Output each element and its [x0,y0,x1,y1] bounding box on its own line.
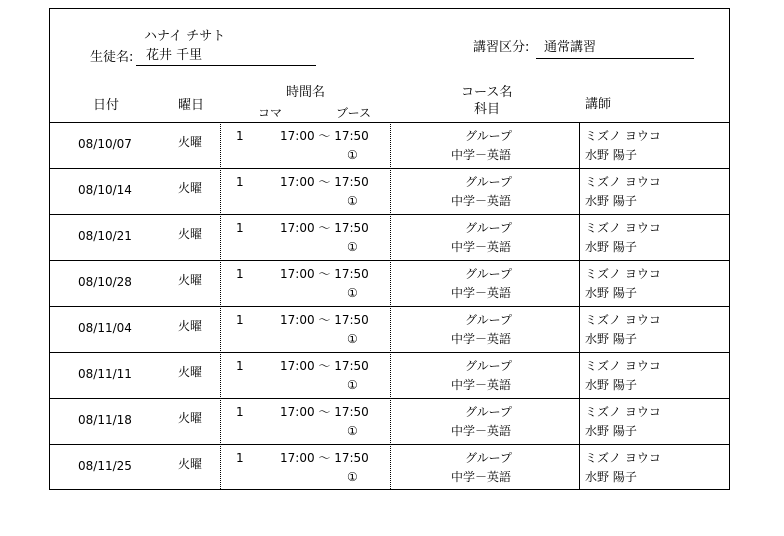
category-value: 通常講習 [544,40,597,55]
row-teacher-name: 水野 陽子 [585,286,637,300]
row-time: 17:00 ～ 17:50 [280,405,369,419]
table-row [50,168,729,214]
row-koma: 1 [236,175,244,189]
row-teacher-name: 水野 陽子 [585,470,637,484]
student-name-kana: ハナイ チサト [144,29,226,44]
row-course: グループ [465,405,513,419]
row-subject: 中学－英語 [451,424,512,438]
row-teacher-kana: ミズノ ヨウコ [585,267,661,281]
row-weekday: 火曜 [178,273,203,287]
row-time: 17:00 ～ 17:50 [280,267,369,281]
row-booth: ① [347,378,358,392]
table-row [50,352,729,398]
row-time: 17:00 ～ 17:50 [280,221,369,235]
table-row [50,214,729,260]
row-koma: 1 [236,405,244,419]
row-koma: 1 [236,359,244,373]
row-booth: ① [347,424,358,438]
row-booth: ① [347,470,358,484]
row-weekday: 火曜 [178,365,203,379]
row-koma: 1 [236,451,244,465]
row-date: 08/11/18 [78,413,132,427]
row-time: 17:00 ～ 17:50 [280,129,369,143]
row-subject: 中学－英語 [451,286,512,300]
header-date: 日付 [93,98,120,113]
row-teacher-kana: ミズノ ヨウコ [585,221,661,235]
row-weekday: 火曜 [178,411,203,425]
header-booth: ブース [336,106,372,120]
student-name-underline [136,65,316,66]
row-subject: 中学－英語 [451,194,512,208]
row-teacher-kana: ミズノ ヨウコ [585,129,661,143]
category-label: 講習区分: [473,40,530,55]
table-row [50,444,729,490]
row-teacher-name: 水野 陽子 [585,378,637,392]
row-weekday: 火曜 [178,181,203,195]
table-row [50,306,729,352]
row-course: グループ [465,359,513,373]
row-course: グループ [465,129,513,143]
row-weekday: 火曜 [178,227,203,241]
row-course: グループ [465,267,513,281]
row-time: 17:00 ～ 17:50 [280,313,369,327]
row-booth: ① [347,148,358,162]
table-row [50,122,729,168]
row-date: 08/10/07 [78,137,132,151]
row-teacher-kana: ミズノ ヨウコ [585,405,661,419]
row-time: 17:00 ～ 17:50 [280,175,369,189]
row-date: 08/10/14 [78,183,132,197]
row-teacher-name: 水野 陽子 [585,424,637,438]
header-time-name: 時間名 [286,85,326,100]
row-subject: 中学－英語 [451,332,512,346]
row-teacher-kana: ミズノ ヨウコ [585,359,661,373]
row-koma: 1 [236,267,244,281]
row-teacher-kana: ミズノ ヨウコ [585,175,661,189]
header-course-name: コース名 [461,85,513,100]
row-date: 08/11/04 [78,321,132,335]
row-teacher-name: 水野 陽子 [585,194,637,208]
row-koma: 1 [236,221,244,235]
header-subject: 科目 [474,102,501,117]
row-weekday: 火曜 [178,135,203,149]
table-row [50,260,729,306]
table-row [50,398,729,444]
row-koma: 1 [236,129,244,143]
row-weekday: 火曜 [178,457,203,471]
header-teacher: 講師 [585,97,612,112]
row-teacher-name: 水野 陽子 [585,240,637,254]
row-course: グループ [465,175,513,189]
row-course: グループ [465,313,513,327]
row-course: グループ [465,221,513,235]
row-koma: 1 [236,313,244,327]
row-subject: 中学－英語 [451,148,512,162]
row-booth: ① [347,332,358,346]
row-booth: ① [347,194,358,208]
student-name-label: 生徒名: [90,50,134,65]
row-time: 17:00 ～ 17:50 [280,451,369,465]
row-subject: 中学－英語 [451,378,512,392]
student-name: 花井 千里 [146,48,203,63]
header-koma: コマ [258,106,283,120]
row-booth: ① [347,240,358,254]
report-sheet [49,8,730,490]
row-teacher-name: 水野 陽子 [585,332,637,346]
category-underline [536,58,694,59]
row-subject: 中学－英語 [451,240,512,254]
row-weekday: 火曜 [178,319,203,333]
header-weekday: 曜日 [178,98,205,113]
row-date: 08/11/11 [78,367,132,381]
row-date: 08/10/28 [78,275,132,289]
row-subject: 中学－英語 [451,470,512,484]
row-teacher-kana: ミズノ ヨウコ [585,313,661,327]
row-booth: ① [347,286,358,300]
row-time: 17:00 ～ 17:50 [280,359,369,373]
row-date: 08/10/21 [78,229,132,243]
row-teacher-kana: ミズノ ヨウコ [585,451,661,465]
row-teacher-name: 水野 陽子 [585,148,637,162]
row-date: 08/11/25 [78,459,132,473]
row-course: グループ [465,451,513,465]
